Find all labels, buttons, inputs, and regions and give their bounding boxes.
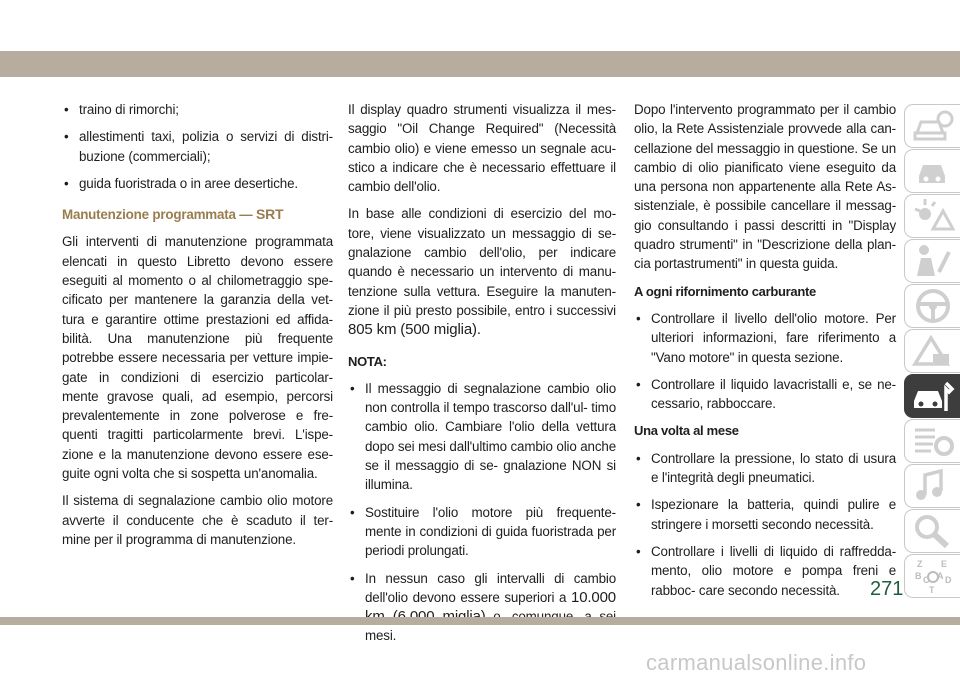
note-label: NOTA:	[348, 353, 387, 369]
car-key-icon	[911, 152, 955, 190]
paragraph: Il sistema di segnalazione cambio olio motore avverte il conducente che è scaduto il ter- mine per il programma di manutenzione.	[62, 493, 333, 547]
column-middle	[348, 100, 616, 654]
header-band	[0, 51, 960, 77]
paragraph	[348, 204, 616, 339]
list-item: • Controllare la pressione, lo stato di usura e l'integrità degli pneumatici.	[634, 449, 896, 488]
column-right	[634, 100, 896, 608]
distance-value: 805 km (500 miglia).	[348, 321, 481, 339]
svg-text:D: D	[944, 575, 951, 585]
tab-multimedia[interactable]	[904, 464, 960, 508]
tab-safety[interactable]	[904, 239, 960, 283]
svg-text:A: A	[936, 571, 943, 581]
svg-text:C: C	[922, 575, 929, 585]
list-item: • Controllare il livello dell'olio motore. Per ulteriori informazioni, fare riferimento a "Vano motore" in questa sezione.	[634, 309, 896, 367]
heading-srt: SRT	[256, 206, 284, 223]
tab-car-key[interactable]	[904, 149, 960, 193]
safety-airbag-icon	[911, 242, 955, 280]
svg-text:E: E	[940, 559, 947, 569]
list-item: • Controllare i livelli di liquido di raffredda- mento, olio motore e pompa freni e rabboc- care secondo necessità.	[634, 542, 896, 600]
section-heading: Una volta al mese	[634, 423, 739, 439]
multimedia-icon	[911, 467, 955, 505]
paragraph-text: In base alle condizioni di esercizio del mo- tore, viene visualizzato un messaggio di se- gnalazione cambio dell'olio, per indicare quando è necessario un intervento di manu- tenzione sulla vettura. Eseguire la manuten- zione il più presto possibile, entro i successivi	[348, 206, 616, 318]
footer-band	[0, 617, 960, 625]
tab-index[interactable]	[904, 509, 960, 553]
chapter-tabs	[904, 104, 960, 599]
watermark: carmanualsonline.info	[646, 650, 867, 675]
svg-text:B: B	[914, 571, 921, 581]
heading-text: Manutenzione programmata —	[62, 207, 256, 223]
distance-value: 10.000	[571, 588, 616, 606]
roadside-warning-icon	[911, 332, 955, 370]
car-service-icon	[911, 377, 955, 415]
section-heading	[62, 205, 333, 224]
tab-emergency[interactable]	[904, 329, 960, 373]
tab-specifications[interactable]	[904, 419, 960, 463]
specifications-icon	[911, 422, 955, 460]
list-item: • traino di rimorchi;	[62, 100, 333, 119]
list-item: • Controllare il liquido lavacristalli e, se ne- cessario, rabboccare.	[634, 375, 896, 414]
list-item: • guida fuoristrada o in aree desertiche.	[62, 174, 333, 193]
list-item: • Sostituire l'olio motore più frequente- mente in condizioni di guida fuoristrada per periodi prolungati.	[348, 503, 616, 561]
list-item: • Ispezionare la batteria, quindi pulire e stringere i morsetti secondo necessità.	[634, 495, 896, 534]
list-item	[348, 569, 616, 646]
column-left	[62, 100, 333, 557]
section-heading: A ogni rifornimento carburante	[634, 283, 816, 299]
search-index-icon	[911, 512, 955, 550]
list-item-text: In nessun caso gli intervalli di cambio dell'olio devono essere superiori a	[365, 570, 616, 605]
tab-starting-driving[interactable]	[904, 284, 960, 328]
warning-lights-icon	[911, 197, 955, 235]
steering-wheel-icon	[911, 287, 955, 325]
list-item: • allestimenti taxi, polizia o servizi di distri- buzione (commerciali);	[62, 127, 333, 166]
list-item-text: mesi.	[365, 628, 397, 644]
paragraph: Gli interventi di manutenzione programmata elencati in questo Libretto devono essere eseguiti al momento o al chilometraggio spe- cificato per mantenere la garanzia della vet- tura e garantire ottime prestazioni ed affida- bilità. Una manutenzione più frequente potrebbe essere necessaria per vetture impie- gate in condizioni di esercizio particolar- mente gravose quali, ad esempio, percorsi prevalentemente in zone polverose e fre- quenti tragitti particolarmente brevi. L'ispe- zione e la manutenzione devono essere ese- guite ogni volta che si sospetta un'anomalia.	[62, 234, 333, 482]
tab-car-info[interactable]	[904, 104, 960, 148]
paragraph: Dopo l'intervento programmato per il cambio olio, la Rete Assistenziale provvede alla can- cellazione del messaggio in questione. Se un cambio di olio pianificato viene eseguito da una persona non appartenente alla Rete As- sistenziale, è possibile cancellare il messag- gio consultando i passi descritti in "Display quadro strumenti" in "Descrizione della plan- cia portastrumenti" in questa guida.	[634, 102, 896, 272]
paragraph: Il display quadro strumenti visualizza il mes- saggio "Oil Change Required" (Necessità cambio olio) e viene emesso un segnale acu- stico a indicare che è necessario effettuare il cambio dell'olio.	[348, 102, 616, 195]
car-info-icon	[911, 107, 955, 145]
language-letters-icon	[911, 557, 955, 595]
svg-text:T: T	[928, 585, 934, 595]
tab-service-maintenance[interactable]	[904, 374, 960, 418]
tab-languages[interactable]	[904, 554, 960, 598]
tab-warning-lights[interactable]	[904, 194, 960, 238]
svg-text:Z: Z	[916, 559, 922, 569]
list-item: • Il messaggio di segnalazione cambio olio non controlla il tempo trascorso dall'ul- timo cambio olio. Cambiare l'olio della vettura dopo sei mesi dall'ultimo cambio olio anche se il messaggio di se- gnalazione NON si illumina.	[348, 379, 616, 495]
page-number: 271	[870, 578, 904, 600]
